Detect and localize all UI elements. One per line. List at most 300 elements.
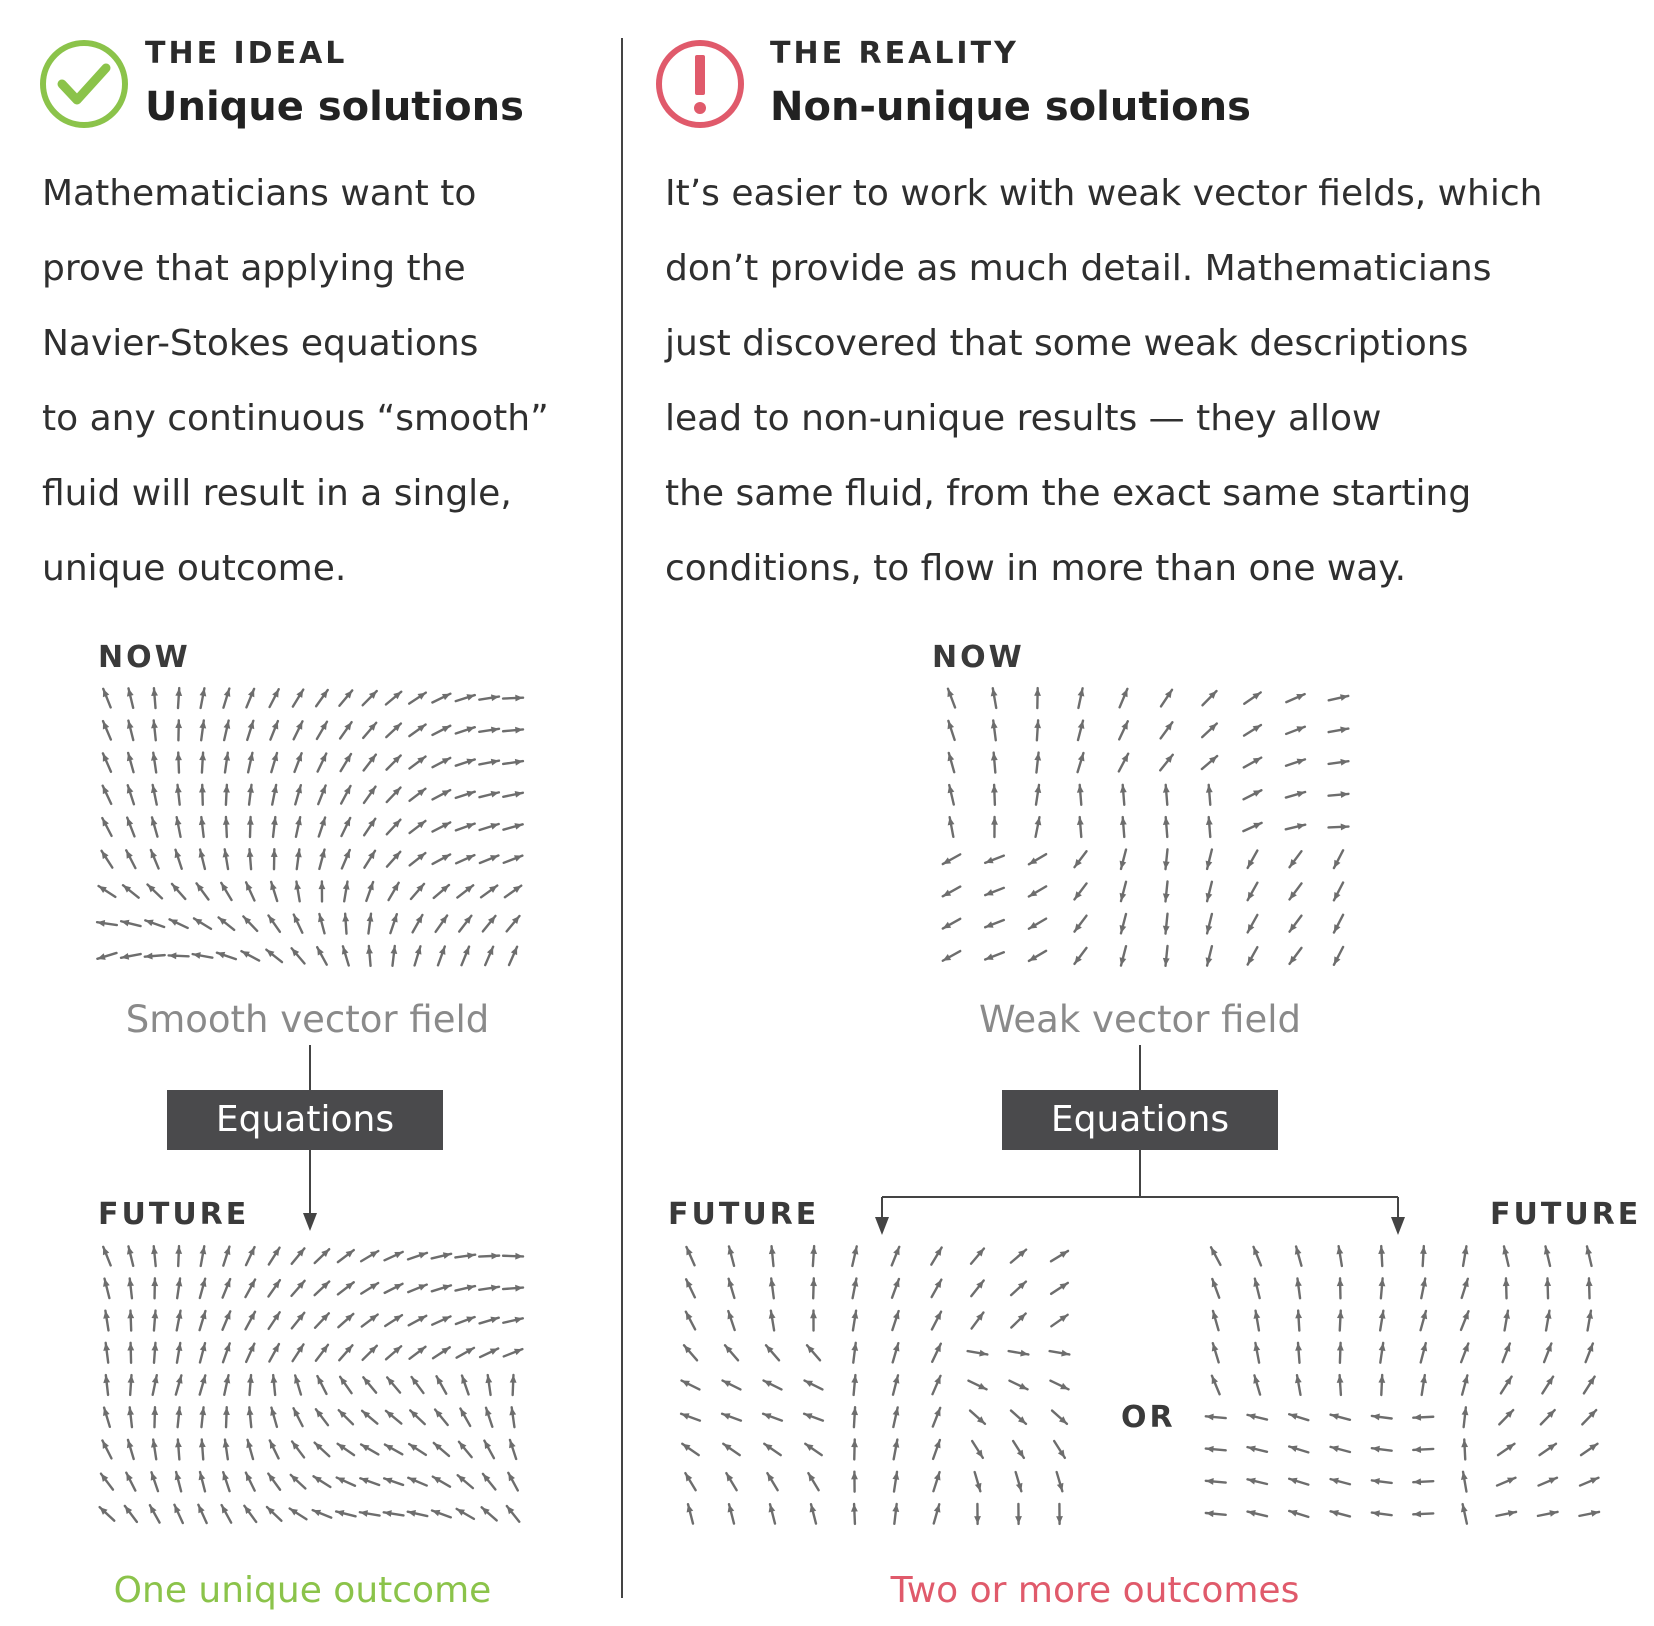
vector-arrow	[1206, 817, 1213, 837]
vector-arrow	[1336, 1246, 1343, 1266]
vector-arrow	[1586, 1278, 1593, 1298]
vector-arrow	[1161, 722, 1173, 738]
vector-arrow	[1029, 919, 1046, 929]
vector-arrow	[340, 1377, 352, 1393]
vector-arrow	[200, 1311, 207, 1330]
reality-body-line: lead to non-unique results — they allow	[665, 398, 1382, 439]
vector-arrow	[1078, 721, 1085, 740]
vector-arrow	[971, 1281, 983, 1297]
vector-arrow	[127, 1407, 134, 1427]
vector-arrow	[175, 1407, 182, 1427]
vector-arrow	[810, 1504, 817, 1523]
vector-arrow	[247, 1407, 254, 1427]
vector-arrow	[145, 953, 165, 960]
ideal-body-line: Navier-Stokes equations	[42, 323, 479, 364]
vector-arrow	[199, 817, 206, 837]
vector-arrow	[479, 727, 499, 734]
vector-arrow	[503, 791, 523, 798]
vector-arrow	[151, 1311, 158, 1331]
vector-arrow	[1581, 1444, 1598, 1455]
vector-arrow	[1120, 914, 1127, 933]
vector-arrow	[1379, 1343, 1386, 1363]
vector-arrow	[1331, 1510, 1350, 1517]
vector-arrow	[948, 817, 955, 837]
vector-arrow	[728, 1279, 735, 1298]
vector-arrow	[367, 914, 374, 934]
vector-arrow	[479, 1285, 499, 1292]
vector-arrow	[175, 688, 182, 708]
vector-arrow	[97, 953, 116, 960]
vector-arrow	[503, 1253, 523, 1260]
vector-arrow	[1295, 1375, 1302, 1395]
vector-arrow	[433, 758, 451, 767]
vector-arrow	[1077, 817, 1084, 837]
vector-arrow	[224, 721, 231, 740]
vector-arrow	[1161, 690, 1172, 707]
vector-arrow	[480, 855, 499, 863]
vector-arrow	[481, 886, 497, 898]
vector-arrow	[1202, 724, 1217, 738]
vector-arrow	[686, 1312, 695, 1330]
vector-arrow	[245, 1280, 255, 1298]
vector-arrow	[975, 1472, 982, 1491]
ideal-body-line: prove that applying the	[42, 248, 466, 289]
vector-arrow	[151, 1440, 158, 1460]
vector-arrow	[338, 1282, 354, 1294]
vector-arrow	[1586, 1343, 1594, 1362]
vector-arrow	[409, 757, 425, 769]
vector-arrow	[295, 785, 302, 804]
vector-arrow	[1497, 1478, 1515, 1486]
vector-arrow	[726, 1473, 736, 1490]
vector-arrow	[127, 785, 134, 804]
vector-arrow	[1078, 688, 1085, 708]
vector-arrow	[1579, 1510, 1599, 1517]
vector-arrow	[341, 818, 350, 836]
vector-arrow	[1212, 1311, 1219, 1330]
vector-arrow	[804, 1413, 823, 1420]
vector-arrow	[102, 1441, 111, 1459]
vector-arrow	[1163, 881, 1170, 901]
vector-arrow	[338, 1314, 353, 1327]
weak-vector-field-now	[930, 682, 1360, 1002]
vector-arrow	[103, 689, 111, 708]
vector-arrow	[294, 1375, 301, 1394]
vector-arrow	[295, 849, 302, 869]
vector-arrow	[341, 786, 350, 804]
vector-arrow	[175, 720, 182, 740]
vector-arrow	[361, 1251, 378, 1261]
vector-arrow	[1119, 754, 1128, 772]
vector-arrow	[892, 1504, 899, 1524]
vector-arrow	[1212, 1376, 1220, 1394]
vector-arrow	[199, 1407, 206, 1427]
vector-arrow	[1545, 1311, 1552, 1331]
vector-arrow	[456, 759, 475, 766]
vector-arrow	[1051, 1315, 1067, 1327]
vector-arrow	[314, 1476, 331, 1487]
vector-arrow	[342, 914, 349, 934]
vector-arrow	[1461, 1472, 1468, 1492]
vector-arrow	[1337, 1375, 1344, 1395]
vector-arrow	[270, 689, 279, 707]
vector-arrow	[509, 947, 517, 965]
vector-arrow	[317, 947, 327, 965]
vector-arrow	[221, 883, 231, 900]
ideal-equations-box: Equations	[167, 1090, 443, 1150]
vector-arrow	[1290, 883, 1302, 899]
vector-arrow	[503, 823, 522, 830]
ideal-column	[0, 0, 620, 1626]
vector-arrow	[1244, 758, 1261, 768]
vector-arrow	[1421, 1343, 1428, 1362]
vector-arrow	[150, 1505, 160, 1522]
vector-arrow	[1034, 720, 1041, 740]
vector-arrow	[1286, 823, 1305, 830]
vector-arrow	[175, 753, 182, 773]
vector-arrow	[892, 1472, 899, 1492]
vector-arrow	[415, 946, 422, 965]
vector-arrow	[412, 1377, 424, 1393]
vector-arrow	[247, 1375, 254, 1395]
vector-arrow	[437, 1376, 447, 1393]
vector-arrow	[199, 720, 206, 740]
vector-arrow	[1120, 946, 1127, 965]
vector-arrow	[364, 819, 375, 836]
vector-arrow	[1206, 946, 1213, 965]
vector-arrow	[199, 1439, 206, 1459]
vector-arrow	[723, 1381, 741, 1390]
vector-arrow	[270, 1408, 277, 1427]
reality-column	[630, 0, 1654, 1626]
vector-arrow	[1372, 1478, 1392, 1485]
vector-arrow	[1331, 1478, 1350, 1485]
vector-arrow	[1289, 1510, 1308, 1517]
vector-arrow	[316, 1409, 328, 1425]
vector-arrow	[339, 1410, 353, 1424]
vector-arrow	[991, 785, 998, 805]
vector-arrow	[389, 883, 399, 900]
vector-arrow	[1334, 947, 1343, 965]
vector-arrow	[1050, 1350, 1070, 1357]
vector-arrow	[434, 1443, 449, 1456]
vector-arrow	[686, 1247, 694, 1265]
vector-arrow	[808, 1473, 818, 1490]
vector-arrow	[1051, 1283, 1068, 1294]
vector-arrow	[1029, 886, 1046, 896]
vector-arrow	[1077, 785, 1084, 805]
vector-arrow	[1334, 850, 1343, 868]
vector-arrow	[1503, 1278, 1510, 1298]
vector-arrow	[1289, 1478, 1308, 1485]
vector-arrow	[851, 1504, 858, 1524]
vector-arrow	[103, 1247, 111, 1266]
vector-arrow	[1503, 1343, 1511, 1362]
vector-arrow	[483, 916, 496, 932]
vector-arrow	[410, 789, 426, 801]
vector-arrow	[386, 1411, 401, 1424]
vector-arrow	[1074, 948, 1086, 964]
vector-arrow	[1057, 1472, 1064, 1491]
vector-arrow	[1011, 1250, 1026, 1263]
vector-arrow	[1461, 1311, 1469, 1330]
vector-arrow	[151, 785, 158, 805]
vector-arrow	[1206, 850, 1213, 869]
vector-arrow	[769, 1311, 776, 1331]
vector-arrow	[1290, 916, 1302, 932]
vector-arrow	[1253, 1247, 1261, 1266]
vector-arrow	[1074, 851, 1086, 867]
reality-body-line: It’s easier to work with weak vector fields, which	[665, 173, 1543, 214]
vector-arrow	[1378, 1246, 1385, 1266]
vector-arrow	[1120, 785, 1127, 805]
vector-arrow	[151, 688, 158, 708]
vector-arrow	[271, 849, 278, 869]
vector-arrow	[1248, 883, 1258, 900]
vector-arrow	[127, 818, 135, 837]
vector-arrow	[222, 1472, 229, 1491]
vector-arrow	[336, 1510, 355, 1517]
reality-body-line: don’t provide as much detail. Mathematicians	[665, 248, 1492, 289]
vector-arrow	[725, 1345, 738, 1360]
vector-arrow	[985, 888, 1004, 896]
vector-arrow	[1413, 1511, 1433, 1518]
vector-arrow	[1248, 1478, 1267, 1485]
vector-arrow	[1499, 1410, 1513, 1424]
vector-arrow	[319, 850, 326, 869]
vector-arrow	[485, 947, 493, 965]
vector-arrow	[933, 1440, 940, 1459]
vector-arrow	[176, 1343, 183, 1363]
reality-future-left-label: FUTURE	[668, 1197, 820, 1232]
vector-arrow	[456, 855, 474, 863]
vector-arrow	[1461, 1439, 1468, 1459]
vector-arrow	[503, 727, 523, 734]
vector-arrow	[317, 1376, 326, 1394]
vector-arrow	[1011, 1282, 1026, 1295]
vector-arrow	[1544, 1278, 1551, 1298]
reality-body-line: the same fluid, from the exact same starting	[665, 473, 1472, 514]
vector-arrow	[291, 1475, 306, 1489]
vector-arrow	[385, 1284, 403, 1293]
reality-body	[665, 156, 1542, 606]
vector-arrow	[764, 1381, 782, 1390]
vector-arrow	[337, 1478, 355, 1486]
vector-arrow	[1295, 1246, 1302, 1265]
vector-arrow	[851, 1439, 858, 1459]
vector-arrow	[199, 785, 206, 805]
vector-arrow	[121, 920, 140, 927]
vector-arrow	[1502, 1246, 1509, 1265]
vector-arrow	[932, 1280, 942, 1297]
vector-arrow	[932, 1312, 941, 1330]
reality-body-line: just discovered that some weak descriptions	[665, 323, 1469, 364]
vector-arrow	[268, 1280, 279, 1296]
vector-arrow	[1420, 1246, 1427, 1266]
vector-arrow	[366, 882, 373, 901]
vector-arrow	[1206, 1414, 1226, 1421]
vector-arrow	[503, 759, 523, 766]
vector-arrow	[269, 1312, 280, 1329]
vector-arrow	[341, 754, 351, 771]
vector-arrow	[363, 723, 376, 738]
vector-arrow	[1120, 689, 1128, 707]
vector-arrow	[200, 1375, 207, 1394]
vector-arrow	[315, 1443, 330, 1457]
vector-arrow	[151, 1278, 158, 1298]
vector-arrow	[503, 1285, 523, 1292]
vector-arrow	[681, 1413, 700, 1420]
vector-arrow	[1009, 1381, 1027, 1390]
vector-arrow	[338, 1250, 354, 1262]
vector-arrow	[1379, 1278, 1386, 1298]
ideal-body	[42, 156, 549, 606]
vector-arrow	[1420, 1279, 1427, 1299]
vector-arrow	[1496, 1510, 1516, 1517]
vector-arrow	[408, 1478, 426, 1486]
vector-arrow	[432, 1316, 450, 1324]
vector-arrow	[126, 1473, 135, 1491]
vector-arrow	[169, 952, 189, 959]
vector-arrow	[194, 918, 211, 928]
vector-arrow	[387, 852, 400, 867]
vector-arrow	[223, 1247, 230, 1266]
vector-arrow	[151, 1343, 158, 1363]
vector-arrow	[1009, 1350, 1029, 1357]
vector-arrow	[294, 915, 303, 933]
vector-arrow	[193, 952, 213, 959]
vector-arrow	[103, 1375, 110, 1395]
vector-arrow	[432, 1252, 451, 1259]
vector-arrow	[933, 1408, 941, 1427]
vector-arrow	[100, 1507, 115, 1521]
reality-now-label: NOW	[932, 640, 1025, 675]
weak-field-caption: Weak vector field	[979, 998, 1301, 1041]
vector-arrow	[199, 850, 206, 869]
vector-arrow	[151, 753, 158, 773]
vector-arrow	[147, 885, 161, 899]
vector-arrow	[1295, 1311, 1302, 1331]
vector-arrow	[151, 850, 159, 868]
vector-arrow	[1462, 1279, 1469, 1298]
reality-equations-box: Equations	[1002, 1090, 1278, 1150]
vector-arrow	[686, 1279, 695, 1297]
vector-arrow	[361, 1444, 378, 1454]
vector-arrow	[292, 1313, 305, 1329]
vector-arrow	[991, 817, 998, 837]
vector-arrow	[480, 1348, 498, 1357]
vector-arrow	[223, 1407, 230, 1427]
vector-arrow	[1462, 1375, 1469, 1394]
vector-arrow	[1244, 790, 1262, 799]
vector-arrow	[1253, 1311, 1260, 1331]
vector-arrow	[270, 882, 277, 901]
vector-arrow	[1585, 1246, 1592, 1265]
vector-arrow	[851, 1472, 858, 1492]
vector-arrow	[769, 1246, 776, 1266]
vector-arrow	[933, 1472, 940, 1491]
vector-arrow	[728, 1246, 735, 1265]
ideal-kicker: THE IDEAL	[145, 36, 348, 71]
vector-arrow	[479, 1253, 499, 1260]
vector-arrow	[387, 755, 401, 769]
vector-arrow	[410, 821, 426, 833]
vector-arrow	[1331, 1413, 1350, 1420]
vector-arrow	[176, 1375, 183, 1394]
vector-arrow	[485, 1408, 492, 1427]
vector-arrow	[1074, 916, 1086, 932]
vector-arrow	[411, 884, 424, 899]
vector-arrow	[484, 1441, 494, 1459]
vector-arrow	[1413, 1478, 1433, 1485]
vector-arrow	[125, 1506, 137, 1522]
vector-arrow	[1461, 1343, 1469, 1362]
vector-arrow	[410, 1347, 426, 1359]
vector-arrow	[364, 787, 376, 803]
or-label: OR	[1121, 1400, 1176, 1435]
vector-arrow	[1461, 1504, 1468, 1524]
vector-arrow	[1202, 691, 1216, 705]
vector-arrow	[121, 953, 141, 960]
vector-arrow	[892, 1311, 899, 1330]
vector-arrow	[1420, 1375, 1427, 1395]
vector-arrow	[247, 753, 254, 773]
vector-arrow	[103, 1408, 110, 1427]
vector-arrow	[241, 951, 259, 960]
vector-arrow	[1248, 850, 1258, 867]
vector-arrow	[1050, 1381, 1068, 1390]
vector-arrow	[456, 1284, 475, 1291]
vector-arrow	[360, 1510, 380, 1517]
ideal-outcome: One unique outcome	[113, 1570, 492, 1611]
vector-arrow	[295, 817, 302, 837]
vector-arrow	[271, 1375, 278, 1395]
vector-arrow	[1586, 1311, 1593, 1331]
vector-arrow	[269, 1344, 279, 1362]
vector-arrow	[126, 850, 135, 868]
reality-future-right-label: FUTURE	[1490, 1197, 1642, 1232]
vector-arrow	[151, 1472, 158, 1491]
vector-arrow	[764, 1444, 781, 1455]
vector-arrow	[438, 946, 445, 965]
vector-arrow	[127, 1278, 134, 1298]
vector-arrow	[893, 1440, 900, 1460]
vector-arrow	[932, 1344, 941, 1362]
vector-arrow	[1337, 1343, 1344, 1363]
vector-arrow	[1243, 823, 1261, 831]
vector-arrow	[943, 919, 960, 929]
vector-arrow	[102, 851, 113, 868]
vector-arrow	[200, 1343, 207, 1362]
vector-arrow	[270, 1440, 279, 1458]
vector-arrow	[479, 694, 499, 701]
vector-arrow	[342, 946, 349, 965]
vector-arrow	[224, 1375, 231, 1395]
vector-arrow	[313, 1510, 332, 1518]
vector-arrow	[363, 691, 377, 705]
vector-arrow	[1295, 1343, 1302, 1363]
vector-arrow	[722, 1413, 741, 1420]
vector-arrow	[456, 726, 475, 733]
vector-arrow	[931, 1248, 941, 1265]
vector-arrow	[175, 817, 182, 837]
vector-arrow	[317, 722, 327, 739]
vector-arrow	[1163, 785, 1170, 805]
vector-arrow	[175, 850, 182, 869]
vector-arrow	[1248, 1446, 1267, 1453]
vector-arrow	[295, 753, 303, 772]
vector-arrow	[390, 946, 397, 966]
